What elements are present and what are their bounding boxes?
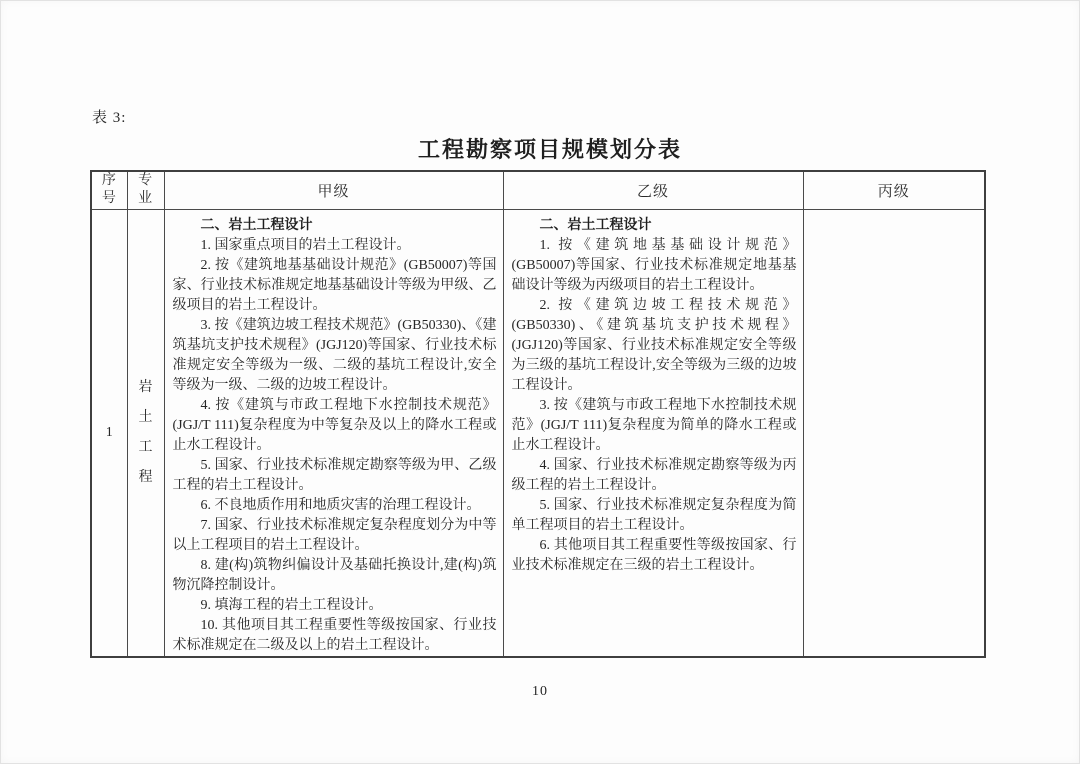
col-header-grade-c: 丙级 [803, 171, 985, 209]
col-header-seq-label: 序号 [101, 173, 117, 207]
specialty-vertical-label: 岩土工程 [138, 379, 153, 485]
col-header-seq [91, 171, 127, 209]
grade-table [90, 170, 986, 658]
cell-grade-b [503, 209, 803, 657]
grade-a-items: 1. 国家重点项目的岩土工程设计。 2. 按《建筑地基基础设计规范》(GB50007)等国家、行业技术标准规定地基基础设计等级为甲级、乙级项目的岩土工程设计。 3. 按《建筑边坡工程技术规范》(GB50330)、《建筑基坑支护技术规程》(JGJ120)等国家、行业技术标准规定安全等级为一级、二级的基坑工程设计,安全等级为一级、二级的边坡工程设计。 4. 按《建筑与市政工程地下水控制技术规范》(JGJ/T 111)复杂程度为中等复杂及以上的降水工程或止水工程设计。 5. 国家、行业技术标准规定勘察等级为甲、乙级工程的岩土工程设计。 6. 不良地质作用和地质灾害的治理工程设计。 7. 国家、行业技术标准规定复杂程度划分为中等以上工程项目的岩土工程设计。 8. 建(构)筑物纠偏设计及基础托换设计,建(构)筑物沉降控制设计。 9. 填海工程的岩土工程设计。 10. 其他项目其工程重要性等级按国家、行业技术标准规定在二级及以上的岩土工程设计。 [172, 237, 497, 653]
table-header-row [91, 171, 985, 209]
cell-specialty [127, 209, 164, 657]
cell-grade-c [803, 209, 985, 657]
col-header-grade-b: 乙级 [503, 171, 803, 209]
table-label: 表 3: [92, 110, 127, 126]
cell-seq: 1 [91, 209, 127, 657]
col-header-grade-a: 甲级 [164, 171, 503, 209]
col-header-specialty [127, 171, 164, 209]
page-title: 工程勘察项目规模划分表 [417, 137, 682, 162]
col-header-specialty-label: 专业 [138, 173, 154, 207]
grade-b-heading: 二、岩土工程设计 [539, 217, 652, 233]
table-row [91, 209, 985, 657]
page-number: 10 [532, 684, 548, 699]
grade-b-items: 1. 按《建筑地基基础设计规范》(GB50007)等国家、行业技术标准规定地基基础设计等级为丙级项目的岩土工程设计。 2. 按《建筑边坡工程技术规范》(GB50330)、《建筑基坑支护技术规程》(JGJ120)等国家、行业技术标准规定安全等级为三级的基坑工程设计,安全等级为三级的边坡工程设计。 3. 按《建筑与市政工程地下水控制技术规范》(JGJ/T 111)复杂程度为简单的降水工程或止水工程设计。 4. 国家、行业技术标准规定勘察等级为丙级工程的岩土工程设计。 5. 国家、行业技术标准规定复杂程度为简单工程项目的岩土工程设计。 6. 其他项目其工程重要性等级按国家、行业技术标准规定在三级的岩土工程设计。 [511, 237, 797, 573]
cell-grade-a [164, 209, 503, 657]
grade-a-heading: 二、岩土工程设计 [200, 217, 313, 233]
